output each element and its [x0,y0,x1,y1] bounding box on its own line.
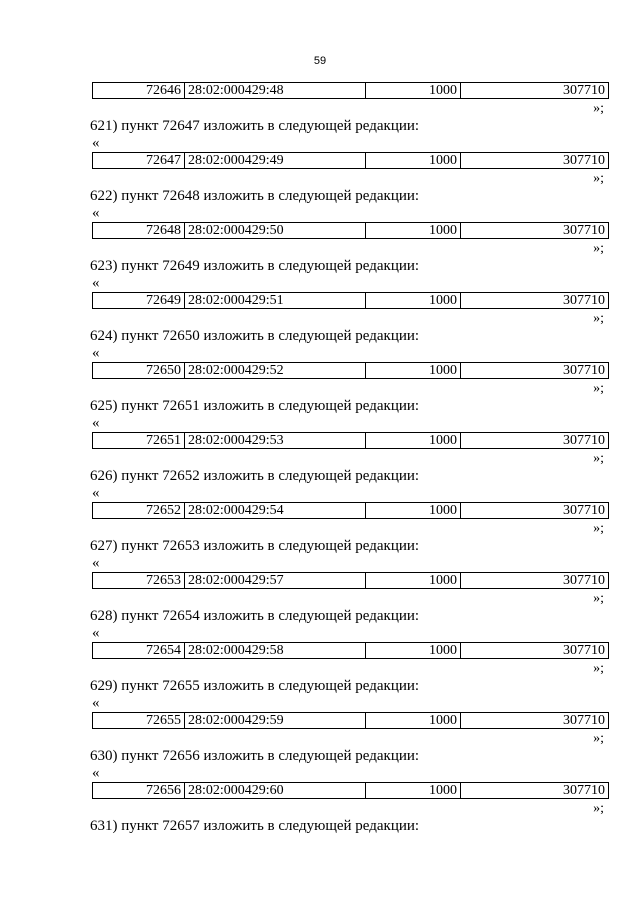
amendment-block [0,362,640,432]
closing-quote: »; [593,801,604,816]
closing-quote: »; [593,591,604,606]
amendment-instruction: 630) пункт 72656 изложить в следующей редакции: [90,748,420,764]
cadastral-number-cell: 28:02:000429:49 [185,153,366,168]
value-cell: 307710 [563,713,605,728]
amendment-instruction: 629) пункт 72655 изложить в следующей редакции: [90,678,420,694]
area-cell: 1000 [366,433,461,448]
cadastral-number-cell: 28:02:000429:58 [185,643,366,658]
area-cell: 1000 [366,153,461,168]
cadastral-number-cell: 28:02:000429:52 [185,363,366,378]
cadastral-number-cell: 28:02:000429:50 [185,223,366,238]
cadastral-number-cell: 28:02:000429:59 [185,713,366,728]
amendment-instruction: 621) пункт 72647 изложить в следующей редакции: [90,118,420,134]
opening-quote: « [92,625,100,641]
amendment-block [0,152,640,222]
table-row [92,82,609,99]
amendment-instruction: 623) пункт 72649 изложить в следующей редакции: [90,258,420,274]
value-cell: 307710 [563,573,605,588]
amendment-instruction: 631) пункт 72657 изложить в следующей редакции: [90,818,420,834]
closing-quote: »; [593,171,604,186]
amendment-block [0,222,640,292]
table-row [92,432,609,449]
item-number-cell: 72652 [93,503,185,518]
value-cell: 307710 [563,643,605,658]
amendment-block [0,502,640,572]
area-cell: 1000 [366,503,461,518]
opening-quote: « [92,345,100,361]
amendment-block [0,292,640,362]
closing-quote: »; [593,731,604,746]
cadastral-number-cell: 28:02:000429:54 [185,503,366,518]
opening-quote: « [92,275,100,291]
item-number-cell: 72654 [93,643,185,658]
cadastral-number-cell: 28:02:000429:48 [185,83,366,98]
area-cell: 1000 [366,573,461,588]
item-number-cell: 72653 [93,573,185,588]
closing-quote: »; [593,311,604,326]
table-row [92,712,609,729]
area-cell: 1000 [366,293,461,308]
item-number-cell: 72646 [93,83,185,98]
table-row [92,572,609,589]
value-cell: 307710 [563,153,605,168]
item-number-cell: 72650 [93,363,185,378]
area-cell: 1000 [366,223,461,238]
table-row [92,222,609,239]
opening-quote: « [92,415,100,431]
opening-quote: « [92,555,100,571]
value-cell: 307710 [563,363,605,378]
cadastral-number-cell: 28:02:000429:60 [185,783,366,798]
item-number-cell: 72648 [93,223,185,238]
item-number-cell: 72656 [93,783,185,798]
value-cell: 307710 [563,293,605,308]
amendment-instruction: 625) пункт 72651 изложить в следующей редакции: [90,398,420,414]
value-cell: 307710 [563,223,605,238]
opening-quote: « [92,205,100,221]
table-row [92,782,609,799]
closing-quote: »; [593,241,604,256]
item-number-cell: 72651 [93,433,185,448]
area-cell: 1000 [366,643,461,658]
amendment-block [0,782,640,852]
amendment-block [0,82,640,152]
amendment-block [0,432,640,502]
amendment-instruction: 626) пункт 72652 изложить в следующей редакции: [90,468,420,484]
area-cell: 1000 [366,713,461,728]
opening-quote: « [92,485,100,501]
closing-quote: »; [593,381,604,396]
amendment-instruction: 628) пункт 72654 изложить в следующей редакции: [90,608,420,624]
value-cell: 307710 [563,433,605,448]
amendment-block [0,642,640,712]
area-cell: 1000 [366,83,461,98]
amendment-instruction: 624) пункт 72650 изложить в следующей редакции: [90,328,420,344]
value-cell: 307710 [563,503,605,518]
opening-quote: « [92,765,100,781]
page-number: 59 [313,55,327,67]
item-number-cell: 72649 [93,293,185,308]
table-row [92,152,609,169]
closing-quote: »; [593,521,604,536]
table-row [92,642,609,659]
cadastral-number-cell: 28:02:000429:57 [185,573,366,588]
closing-quote: »; [593,101,604,116]
amendment-instruction: 622) пункт 72648 изложить в следующей редакции: [90,188,420,204]
amendment-block [0,712,640,782]
opening-quote: « [92,695,100,711]
amendment-instruction: 627) пункт 72653 изложить в следующей редакции: [90,538,420,554]
amendment-block [0,572,640,642]
area-cell: 1000 [366,363,461,378]
closing-quote: »; [593,451,604,466]
table-row [92,502,609,519]
value-cell: 307710 [563,83,605,98]
closing-quote: »; [593,661,604,676]
cadastral-number-cell: 28:02:000429:53 [185,433,366,448]
item-number-cell: 72655 [93,713,185,728]
value-cell: 307710 [563,783,605,798]
area-cell: 1000 [366,783,461,798]
opening-quote: « [92,135,100,151]
cadastral-number-cell: 28:02:000429:51 [185,293,366,308]
document-body [0,82,640,852]
table-row [92,292,609,309]
item-number-cell: 72647 [93,153,185,168]
table-row [92,362,609,379]
